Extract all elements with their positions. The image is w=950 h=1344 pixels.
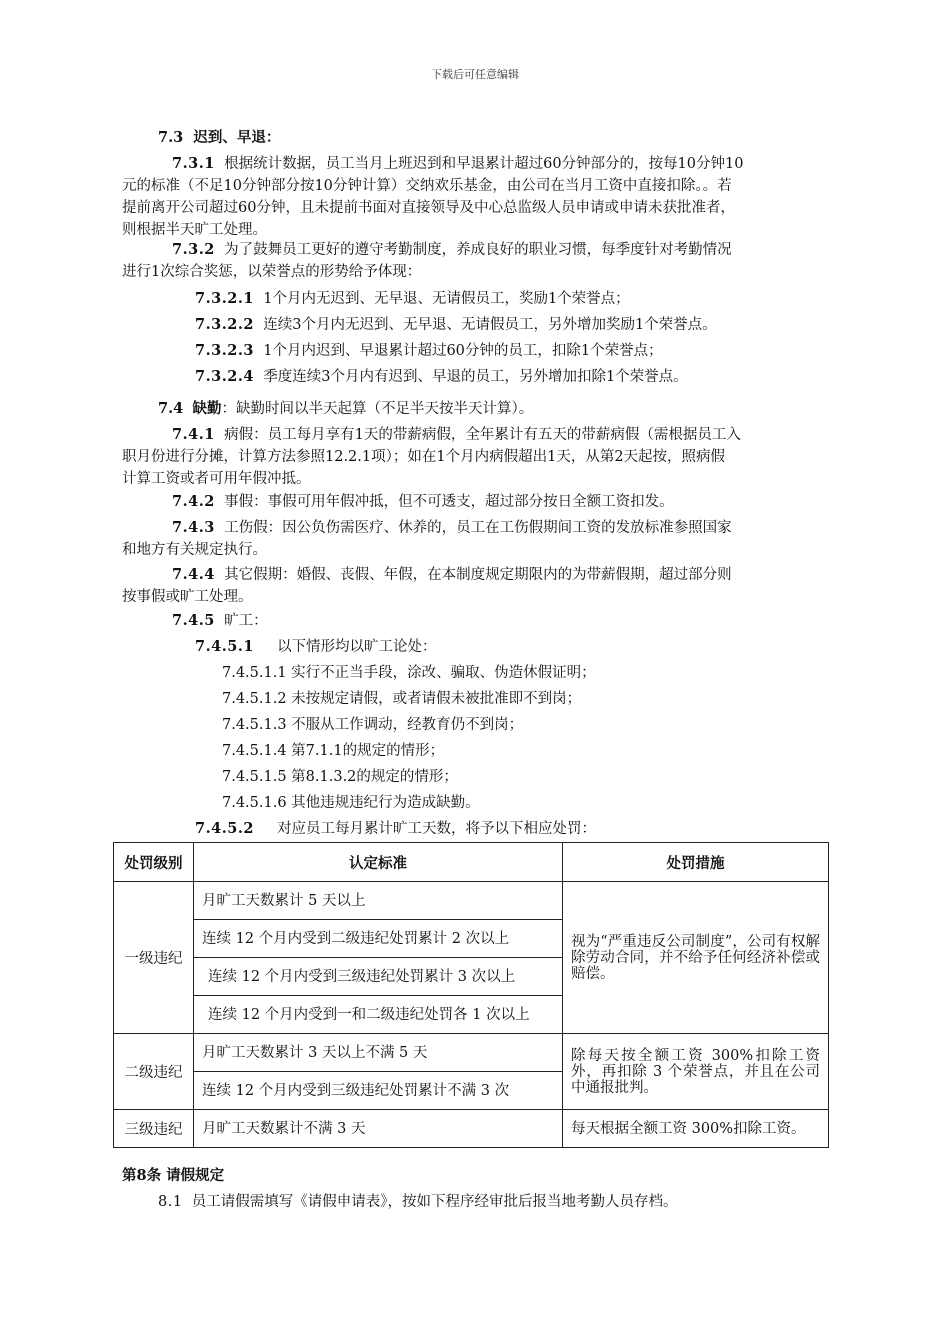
clause-number: 7.4.1: [172, 426, 215, 443]
paragraph-7-4-1: [172, 425, 741, 445]
paragraph-8-1: [158, 1192, 678, 1212]
measure-cell: 除每天按全额工资 300%扣除工资外，再扣除 3 个荣誉点，并且在公司中通报批判。: [563, 1034, 829, 1110]
column-header-measure: 处罚措施: [563, 843, 829, 882]
text-line: 季度连续3个月内有迟到、早退的员工，另外增加扣除1个荣誉点。: [263, 369, 688, 385]
text-line: 为了鼓舞员工更好的遵守考勤制度，养成良好的职业习惯，每季度针对考勤情况: [224, 242, 732, 258]
level-2-cell: 二级违纪: [114, 1034, 194, 1110]
text-line: 病假：员工每月享有1天的带薪病假，全年累计有五天的带薪病假（需根据员工入: [224, 427, 741, 443]
level-1-cell: 一级违纪: [114, 882, 194, 1034]
page-header: 下载后可任意编辑: [431, 68, 519, 81]
text-line: 根据统计数据，员工当月上班迟到和早退累计超过60分钟部分的，按每10分钟10: [224, 156, 744, 172]
criteria-cell: 连续 12 个月内受到三级违纪处罚累计 3 次以上: [194, 958, 563, 996]
item-7-4-5-2: [195, 819, 596, 839]
text-line: 连续3个月内无迟到、无早退、无请假员工，另外增加奖励1个荣誉点。: [263, 317, 717, 333]
text-line: 1个月内无迟到、无早退、无请假员工，奖励1个荣誉点；: [263, 291, 630, 307]
text-line: 员工请假需填写《请假申请表》，按如下程序经审批后报当地考勤人员存档。: [191, 1194, 678, 1210]
clause-number: 7.3.2.3: [195, 342, 255, 359]
item-7-4-5-1-6: 7.4.5.1.6 其他违规违纪行为造成缺勤。: [222, 795, 480, 811]
text-line: 对应员工每月累计旷工天数，将予以下相应处罚：: [277, 821, 597, 837]
clause-number: 7.4.5.1: [195, 638, 255, 655]
clause-number: 7.4.4: [172, 566, 215, 583]
item-7-4-5-1-2: 7.4.5.1.2 未按规定请假，或者请假未被批准即不到岗；: [222, 691, 582, 707]
table-row: [114, 1034, 829, 1072]
table-header-row: [114, 843, 829, 882]
section-number: 7.3: [158, 129, 184, 146]
table-row: [114, 1110, 829, 1148]
text-line: 提前离开公司超过60分钟，且未提前书面对直接领导及中心总监级人员申请或申请未获批准者，: [122, 200, 735, 216]
penalty-table: [113, 842, 829, 1148]
criteria-cell: 连续 12 个月内受到二级违纪处罚累计 2 次以上: [194, 920, 563, 958]
column-header-level: 处罚级别: [114, 843, 194, 882]
item-7-3-2-3: [195, 341, 663, 361]
text-line: 元的标准（不足10分钟部分按10分钟计算）交纳欢乐基金，由公司在当月工资中直接扣除。。若: [122, 178, 732, 194]
section-title: 缺勤: [192, 400, 222, 417]
criteria-cell: 月旷工天数累计 5 天以上: [194, 882, 563, 920]
text-line: 事假：事假可用年假冲抵，但不可透支，超过部分按日全额工资扣发。: [224, 494, 674, 510]
text-line: 进行1次综合奖惩，以荣誉点的形势给予体现：: [122, 264, 422, 280]
criteria-cell: 月旷工天数累计不满 3 天: [194, 1110, 563, 1148]
paragraph-7-3-1: [172, 154, 743, 174]
text-line: 则根据半天旷工处理。: [122, 222, 267, 238]
column-header-criteria: 认定标准: [194, 843, 563, 882]
section-title: 迟到、早退：: [193, 129, 281, 146]
paragraph-7-4-2: [172, 492, 674, 512]
clause-number: 7.4.5: [172, 612, 215, 629]
article-8-heading: 第8条 请假规定: [122, 1167, 225, 1184]
clause-number: 8.1: [158, 1194, 183, 1210]
table-row: [114, 882, 829, 920]
text-line: 计算工资或者可用年假冲抵。: [122, 471, 311, 487]
text-line: 工伤假：因公负伤需医疗、休养的，员工在工伤假期间工资的发放标准参照国家: [224, 520, 732, 536]
item-7-3-2-1: [195, 289, 630, 309]
section-number: 7.4: [158, 400, 184, 417]
item-7-3-2-2: [195, 315, 717, 335]
clause-number: 7.3.2.4: [195, 368, 255, 385]
text-line: 和地方有关规定执行。: [122, 542, 267, 558]
paragraph-7-3-2: [172, 240, 732, 260]
paragraph-7-4-4: [172, 565, 732, 585]
item-7-4-5-1-1: 7.4.5.1.1 实行不正当手段，涂改、骗取、伪造休假证明；: [222, 665, 596, 681]
section-7-3-heading: [158, 128, 280, 148]
clause-number: 7.3.2.1: [195, 290, 255, 307]
clause-number: 7.4.3: [172, 519, 215, 536]
item-7-4-5-1-5: 7.4.5.1.5 第8.1.3.2的规定的情形；: [222, 769, 458, 785]
measure-cell: 视为“严重违反公司制度”，公司有权解除劳动合同，并不给予任何经济补偿或赔偿。: [563, 882, 829, 1034]
measure-cell: 每天根据全额工资 300%扣除工资。: [563, 1110, 829, 1148]
section-7-4-heading: [158, 399, 533, 419]
item-7-4-5-1: [195, 637, 437, 657]
paragraph-7-4-5: [172, 611, 268, 631]
item-7-4-5-1-3: 7.4.5.1.3 不服从工作调动，经教育仍不到岗；: [222, 717, 524, 733]
criteria-cell: 连续 12 个月内受到一和二级违纪处罚各 1 次以上: [194, 996, 563, 1034]
text-line: 以下情形均以旷工论处：: [277, 639, 437, 655]
text-line: 其它假期：婚假、丧假、年假，在本制度规定期限内的为带薪假期，超过部分则: [224, 567, 732, 583]
clause-number: 7.3.1: [172, 155, 215, 172]
clause-number: 7.3.2.2: [195, 316, 255, 333]
paragraph-7-4-3: [172, 518, 732, 538]
item-7-4-5-1-4: 7.4.5.1.4 第7.1.1的规定的情形；: [222, 743, 445, 759]
item-7-3-2-4: [195, 367, 688, 387]
clause-number: 7.3.2: [172, 241, 215, 258]
criteria-cell: 连续 12 个月内受到三级违纪处罚累计不满 3 次: [194, 1072, 563, 1110]
clause-number: 7.4.5.2: [195, 820, 255, 837]
text-line: 职月份进行分摊，计算方法参照12.2.1项）；如在1个月内病假超出1天，从第2天起按，照病假: [122, 449, 726, 465]
text-line: ：缺勤时间以半天起算（不足半天按半天计算）。: [221, 401, 534, 417]
text-line: 旷工：: [224, 613, 268, 629]
text-line: 按事假或旷工处理。: [122, 589, 253, 605]
text-line: 1个月内迟到、早退累计超过60分钟的员工，扣除1个荣誉点；: [263, 343, 663, 359]
criteria-cell: 月旷工天数累计 3 天以上不满 5 天: [194, 1034, 563, 1072]
level-3-cell: 三级违纪: [114, 1110, 194, 1148]
clause-number: 7.4.2: [172, 493, 215, 510]
